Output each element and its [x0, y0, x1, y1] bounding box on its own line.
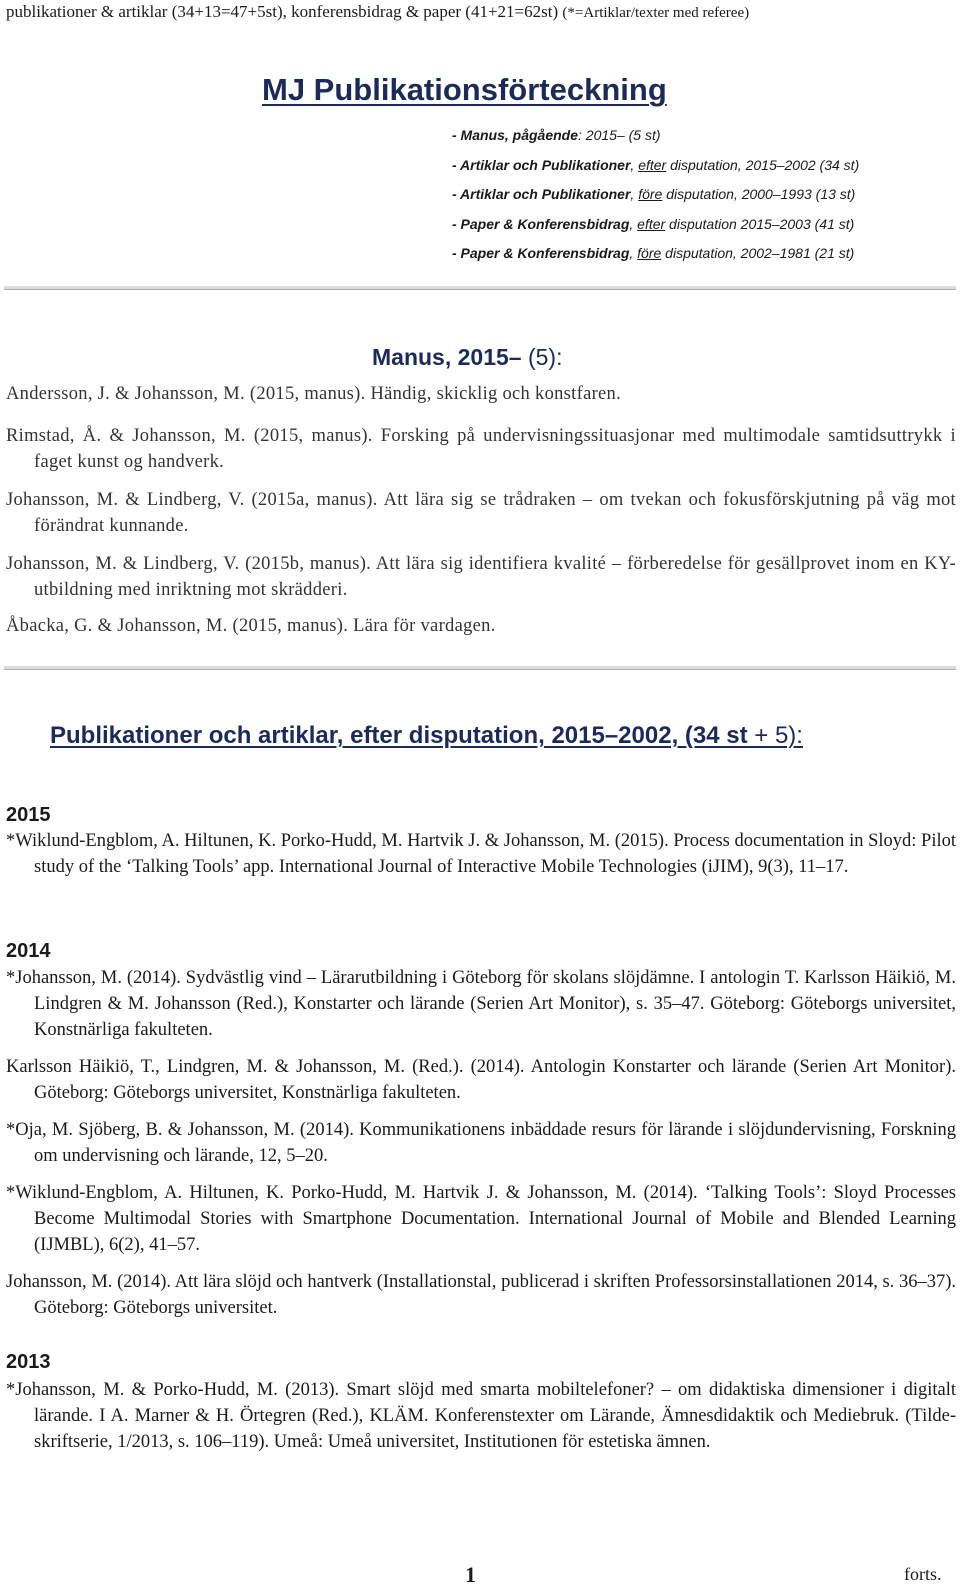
manus-entry: Åbacka, G. & Johansson, M. (2015, manus). Lära för vardagen.: [6, 616, 496, 636]
divider: [4, 666, 956, 670]
page-title: MJ Publikationsförteckning: [262, 72, 667, 107]
year-heading: 2013: [6, 1351, 51, 1373]
year-heading: 2014: [6, 940, 51, 962]
summary-note: (*=Artiklar/texter med referee): [562, 5, 750, 21]
manus-entry: Rimstad, Å. & Johansson, M. (2015, manus). Forsking på undervisningssituasjonar med multimodale samtidsuttrykk i faget kunst og handverk.: [6, 426, 956, 472]
manus-heading: Manus, 2015– (5):: [372, 344, 563, 370]
toc-item[interactable]: - Paper & Konferensbidrag, före disputation, 2002–1981 (21 st): [452, 245, 855, 261]
table-of-contents: [452, 121, 859, 269]
page-number: 1: [465, 1562, 476, 1587]
manus-entry: Andersson, J. & Johansson, M. (2015, manus). Händig, skicklig och konstfaren.: [6, 384, 622, 404]
toc-item[interactable]: - Artiklar och Publikationer, före disputation, 2000–1993 (13 st): [452, 186, 856, 202]
divider: [4, 286, 956, 290]
continued-label: forts.: [904, 1564, 942, 1584]
publication-entry: *Johansson, M. & Porko-Hudd, M. (2013). Smart slöjd med smarta mobiltelefoner? – om didaktiska dimensioner i digitalt lärande. I A. Marner & H. Örtegren (Red.), KLÄM. Konferenstexter om Lärande, Ämnesdidaktik och Mediebruk. (Tilde- skriftserie, 1/2013, s. 106–119). Umeå: Umeå universitet, Institutionen för estetiska ämnen.: [6, 1380, 956, 1452]
summary-main: publikationer & artiklar (34+13=47+5st), konferensbidrag & paper (41+21=62st): [6, 2, 559, 21]
toc-item[interactable]: - Paper & Konferensbidrag, efter disputation 2015–2003 (41 st): [452, 215, 855, 232]
publication-entry: *Oja, M. Sjöberg, B. & Johansson, M. (2014). Kommunikationens inbäddade resurs för lärande i slöjdundervisning, Forskning om undervisning och lärande, 12, 5–20.: [6, 1120, 956, 1166]
year-heading: 2015: [6, 804, 51, 826]
publication-entry: *Wiklund-Engblom, A. Hiltunen, K. Porko-Hudd, M. Hartvik J. & Johansson, M. (2014). ‘Talking Tools’: Sloyd Processes Become Multimodal Stories with Smartphone Documentation. International Journal of Mobile and Blended Learning (IJMBL), 6(2), 41–57.: [6, 1183, 956, 1255]
publication-entry: Karlsson Häikiö, T., Lindgren, M. & Johansson, M. (Red.). (2014). Antologin Konstarter och lärande (Serien Art Monitor). Göteborg: Göteborgs universitet, Konstnärliga fakulteten.: [6, 1057, 956, 1103]
publication-entry: *Johansson, M. (2014). Sydvästlig vind – Lärarutbildning i Göteborg för skolans slöjdämne. I antologin T. Karlsson Häikiö, M. Lindgren & M. Johansson (Red.), Konstarter och lärande (Serien Art Monitor), s. 35–47. Göteborg: Göteborgs universitet, Konstnärliga fakulteten.: [6, 968, 956, 1040]
publication-entry: Johansson, M. (2014). Att lära slöjd och hantverk (Installationstal, publicerad i skriften Professorsinstallationen 2014, s. 36–37). Göteborg: Göteborgs universitet.: [6, 1272, 956, 1318]
toc-item[interactable]: - Artiklar och Publikationer, efter disputation, 2015–2002 (34 st): [452, 156, 860, 173]
toc-item[interactable]: - Manus, pågående: 2015– (5 st): [452, 127, 661, 143]
manus-entry: Johansson, M. & Lindberg, V. (2015b, manus). Att lära sig identifiera kvalité – förberedelse för gesällprovet inom en KY-utbildning med inriktning mot skrädderi.: [6, 554, 956, 600]
publication-entry: *Wiklund-Engblom, A. Hiltunen, K. Porko-Hudd, M. Hartvik J. & Johansson, M. (2015). Process documentation in Sloyd: Pilot study of the ‘Talking Tools’ app. International Journal of Interactive Mobile Technologies (iJIM), 9(3), 11–17.: [6, 831, 956, 877]
publications-heading: Publikationer och artiklar, efter disputation, 2015–2002, (34 st + 5):: [50, 722, 803, 749]
summary-line: [6, 2, 749, 22]
manus-entry: Johansson, M. & Lindberg, V. (2015a, manus). Att lära sig se trådraken – om tvekan och fokusförskjutning på väg mot förändrat kunnande.: [6, 490, 956, 536]
